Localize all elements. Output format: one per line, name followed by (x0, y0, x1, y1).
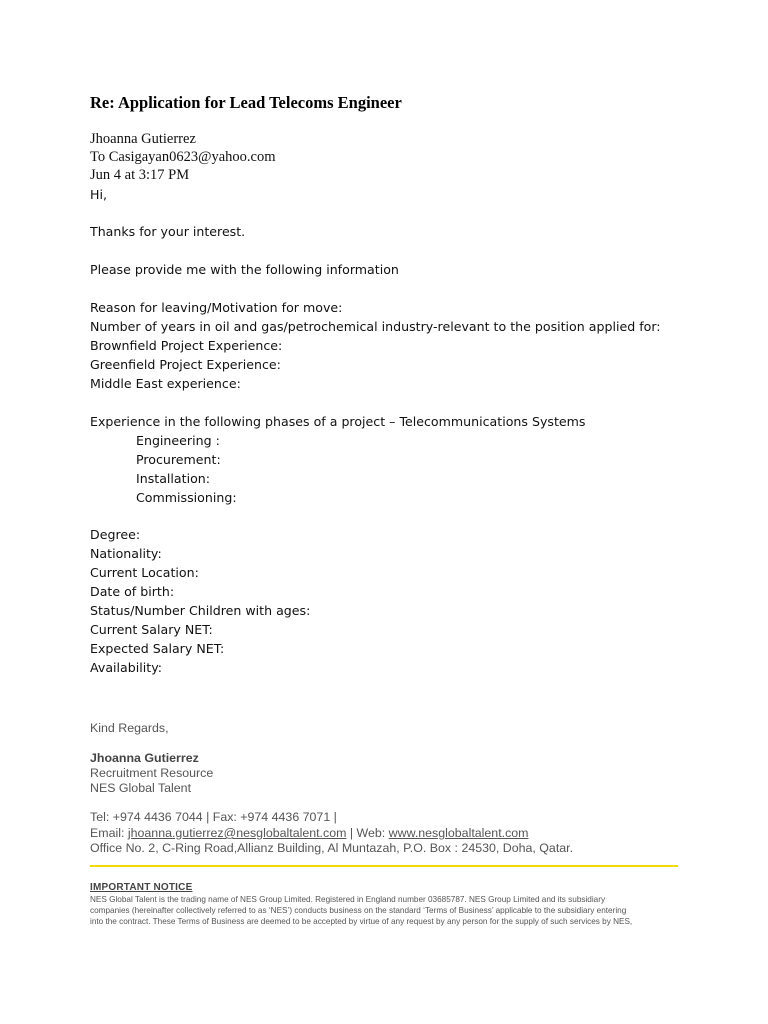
field-line: Reason for leaving/Motivation for move: (90, 300, 343, 315)
phase-line: Commissioning: (136, 490, 237, 505)
phases-heading: Experience in the following phases of a project – Telecommunications Systems (90, 414, 586, 429)
notice-line: NES Global Talent is the trading name of NES Group Limited. Registered in England number 03685787. NES Group Limited and its subsidiary (90, 895, 606, 904)
field-line: Expected Salary NET: (90, 641, 225, 656)
notice-line: into the contract. These Terms of Business are deemed to be accepted by virtue of any request by any person for the supply of such services by NES, (90, 917, 633, 926)
signature-role: Recruitment Resource (90, 766, 214, 780)
phase-line: Engineering : (136, 433, 220, 448)
field-line: Middle East experience: (90, 376, 241, 391)
field-line: Status/Number Children with ages: (90, 603, 311, 618)
recipient-line: To Casigayan0623@yahoo.com (90, 149, 276, 165)
phase-line: Installation: (136, 471, 210, 486)
sender-name: Jhoanna Gutierrez (90, 131, 196, 147)
address-line: Office No. 2, C-Ring Road,Allianz Building, Al Muntazah, P.O. Box : 24530, Doha, Qatar. (90, 841, 574, 855)
greeting: Hi, (90, 187, 107, 202)
request-line: Please provide me with the following information (90, 262, 399, 277)
yellow-divider (90, 865, 678, 867)
signature-company: NES Global Talent (90, 781, 192, 795)
phone-line: Tel: +974 4436 7044 | Fax: +974 4436 7071 | (90, 810, 337, 824)
notice-title: IMPORTANT NOTICE (90, 882, 193, 893)
phase-line: Procurement: (136, 452, 221, 467)
field-line: Nationality: (90, 546, 162, 561)
signature-name: Jhoanna Gutierrez (90, 751, 199, 765)
email-label: Email: (90, 826, 128, 840)
website-link[interactable]: www.nesglobaltalent.com (388, 826, 529, 840)
field-line: Number of years in oil and gas/petrochemical industry-relevant to the position applied for: (90, 319, 661, 334)
field-line: Greenfield Project Experience: (90, 357, 281, 372)
email-web-line (90, 826, 528, 840)
field-line: Degree: (90, 527, 141, 542)
field-line: Current Salary NET: (90, 622, 213, 637)
field-line: Availability: (90, 660, 162, 675)
closing: Kind Regards, (90, 721, 169, 735)
field-line: Date of birth: (90, 584, 175, 599)
field-line: Current Location: (90, 565, 199, 580)
web-label: | Web: (346, 826, 389, 840)
thanks-line: Thanks for your interest. (90, 224, 246, 239)
sent-date: Jun 4 at 3:17 PM (90, 167, 190, 183)
email-link[interactable]: jhoanna.gutierrez@nesglobaltalent.com (127, 826, 347, 840)
field-line: Brownfield Project Experience: (90, 338, 283, 353)
notice-line: companies (hereinafter collectively referred to as ‘NES’) conducts business on the standard ‘Terms of Business’ applicable to the subsidiary entering (90, 906, 627, 915)
email-subject: Re: Application for Lead Telecoms Engineer (90, 93, 402, 112)
